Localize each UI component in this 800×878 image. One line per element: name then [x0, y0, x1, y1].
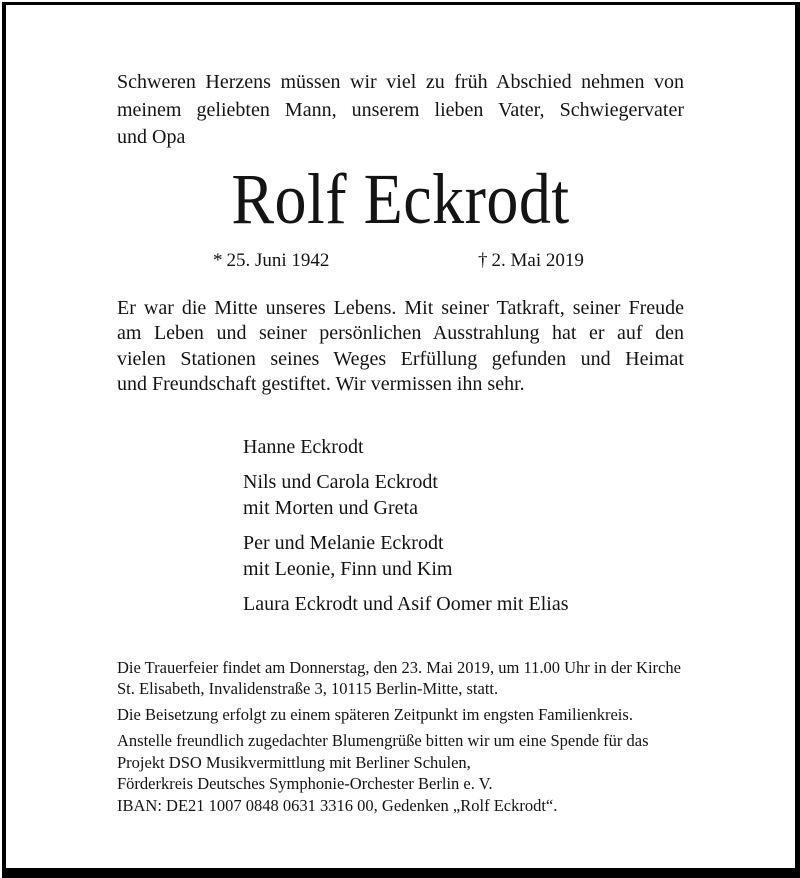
intro-paragraph: Schweren Herzens müssen wir viel zu früh Abschied nehmen von meinem geliebten Mann, unserem lieben Vater, Schwiegervater und Opa	[117, 71, 684, 148]
mourners-list	[117, 434, 684, 617]
burial-info: Die Beisetzung erfolgt zu einem späteren Zeitpunkt im engsten Familienkreis.	[117, 705, 633, 724]
funeral-service-info: Die Trauerfeier findet am Donnerstag, den 23. Mai 2019, um 11.00 Uhr in der Kirche St. Elisabeth, Invalidenstraße 3, 10115 Berlin-Mitte, statt.	[117, 657, 681, 698]
death-date-text: 2. Mai 2019	[491, 249, 584, 271]
birth-date-text: 25. Juni 1942	[226, 249, 330, 271]
mourner-group-per-family: Per und Melanie Eckrodt mit Leonie, Finn und Kim	[243, 531, 453, 580]
deceased-name: Rolf Eckrodt	[231, 158, 570, 238]
life-dates	[117, 248, 684, 274]
notice-content	[117, 69, 684, 816]
birth-date	[213, 248, 329, 274]
tribute-paragraph: Er war die Mitte unseres Lebens. Mit seiner Tatkraft, seiner Freude am Leben und seiner persönlichen Ausstrahlung hat er auf den vielen Stationen seines Weges Erfüllung gefunden und Heimat und Freundschaft gestiftet. Wir vermissen ihn sehr.	[117, 296, 684, 395]
birth-star-symbol: *	[213, 249, 223, 271]
donation-info: Anstelle freundlich zugedachter Blumengrüße bitten wir um eine Spende für das Projekt DSO Musikvermittlung mit Berliner Schulen, Förderkreis Deutsches Symphonie-Orchester Berlin e. V. IBAN: DE21 1007 0848 0631 3316 00, Gedenken „Rolf Eckrodt“.	[117, 731, 649, 815]
obituary-notice-frame	[2, 2, 800, 878]
mourner-group-wife: Hanne Eckrodt	[243, 435, 364, 458]
service-details	[117, 657, 684, 817]
death-cross-symbol: †	[478, 249, 488, 271]
death-date	[478, 248, 584, 274]
mourner-group-nils-family: Nils und Carola Eckrodt mit Morten und Greta	[243, 470, 438, 519]
mourner-group-laura-family: Laura Eckrodt und Asif Oomer mit Elias	[243, 592, 569, 615]
